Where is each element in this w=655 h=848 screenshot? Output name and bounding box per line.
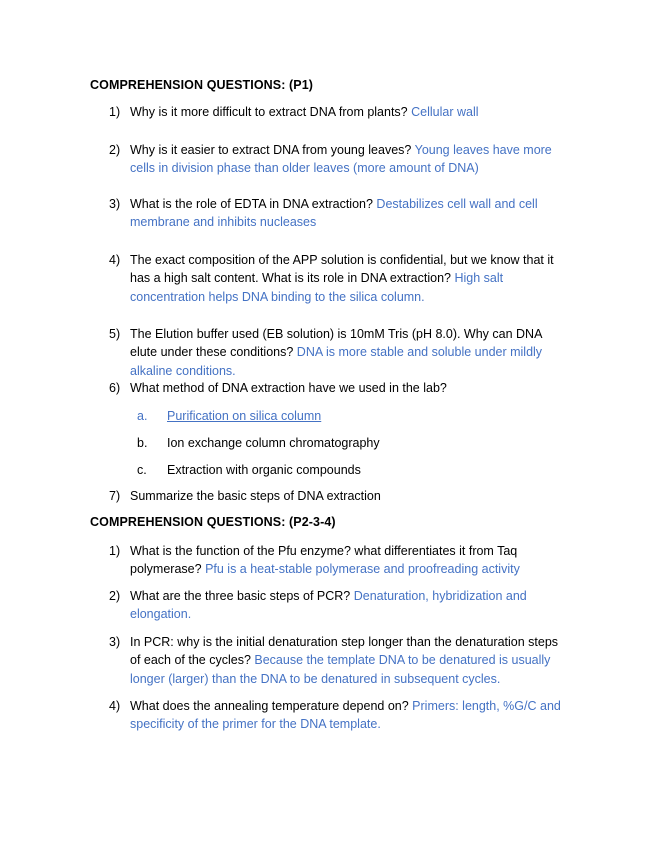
question-number: 1) xyxy=(109,544,121,558)
question-text: Why is it easier to extract DNA from young leaves? xyxy=(130,143,412,157)
question-text: The exact composition of the APP solution is confidential, but we know that it has a high salt content. What is its role in DNA extraction? xyxy=(130,253,554,286)
option-text: Ion exchange column chromatography xyxy=(167,436,380,450)
question-number: 2) xyxy=(109,589,121,603)
s2-question-1 xyxy=(109,542,564,579)
option-b xyxy=(137,434,380,452)
question-text: Why is it more difficult to extract DNA from plants? xyxy=(130,105,408,119)
answer-text: Cellular wall xyxy=(411,105,479,119)
s1-question-2 xyxy=(109,141,564,178)
question-text: Summarize the basic steps of DNA extraction xyxy=(130,489,381,503)
s1-question-5 xyxy=(109,325,564,380)
answer-text: Because the template DNA to be denatured is usually longer (larger) than the DNA to be denatured in subsequent cycles. xyxy=(130,653,551,686)
question-number: 6) xyxy=(109,381,121,395)
s1-question-6 xyxy=(109,379,564,397)
s1-question-3 xyxy=(109,195,564,232)
option-text: Extraction with organic compounds xyxy=(167,463,361,477)
option-letter: b. xyxy=(137,436,148,450)
question-number: 3) xyxy=(109,635,121,649)
question-text: What method of DNA extraction have we used in the lab? xyxy=(130,381,447,395)
question-number: 5) xyxy=(109,327,121,341)
section2-heading: COMPREHENSION QUESTIONS: (P2-3-4) xyxy=(90,515,336,529)
question-text: What is the role of EDTA in DNA extraction? xyxy=(130,197,373,211)
question-text: In PCR: why is the initial denaturation step longer than the denaturation steps of each of the cycles? xyxy=(130,635,559,668)
question-number: 7) xyxy=(109,489,121,503)
answer-text: Destabilizes cell wall and cell membrane and inhibits nucleases xyxy=(130,197,538,230)
answer-text: Young leaves have more cells in division phase than older leaves (more amount of DNA) xyxy=(130,143,552,176)
answer-text: Pfu is a heat-stable polymerase and proofreading activity xyxy=(205,562,520,577)
question-text: What are the three basic steps of PCR? xyxy=(130,589,351,603)
question-text: The Elution buffer used (EB solution) is 10mM Tris (pH 8.0). Why can DNA elute under these conditions? xyxy=(130,327,542,360)
option-text: Purification on silica column xyxy=(167,409,322,423)
answer-text: Primers: length, %G/C and specificity of the primer for the DNA template. xyxy=(130,699,561,732)
s2-question-3 xyxy=(109,633,564,688)
question-number: 4) xyxy=(109,253,121,267)
s1-question-1 xyxy=(109,103,564,121)
option-letter: c. xyxy=(137,463,147,477)
question-number: 2) xyxy=(109,143,121,157)
s2-question-2 xyxy=(109,587,564,624)
question-text: What does the annealing temperature depend on? xyxy=(130,699,409,713)
question-number: 4) xyxy=(109,699,121,713)
question-number: 3) xyxy=(109,197,121,211)
answer-text: Denaturation, hybridization and elongation. xyxy=(130,589,527,622)
question-number: 1) xyxy=(109,105,121,119)
option-a xyxy=(137,407,321,425)
option-letter: a. xyxy=(137,409,148,423)
answer-text: DNA is more stable and soluble under mildly alkaline conditions. xyxy=(130,345,543,378)
answer-text: High salt concentration helps DNA binding to the silica column. xyxy=(130,271,504,304)
s2-question-4 xyxy=(109,697,564,734)
option-c xyxy=(137,461,361,479)
s1-question-7 xyxy=(109,487,564,505)
section1-heading: COMPREHENSION QUESTIONS: (P1) xyxy=(90,78,314,92)
question-text: What is the function of the Pfu enzyme? what differentiates it from Taq polymerase? xyxy=(130,544,518,577)
s1-question-4 xyxy=(109,251,564,306)
